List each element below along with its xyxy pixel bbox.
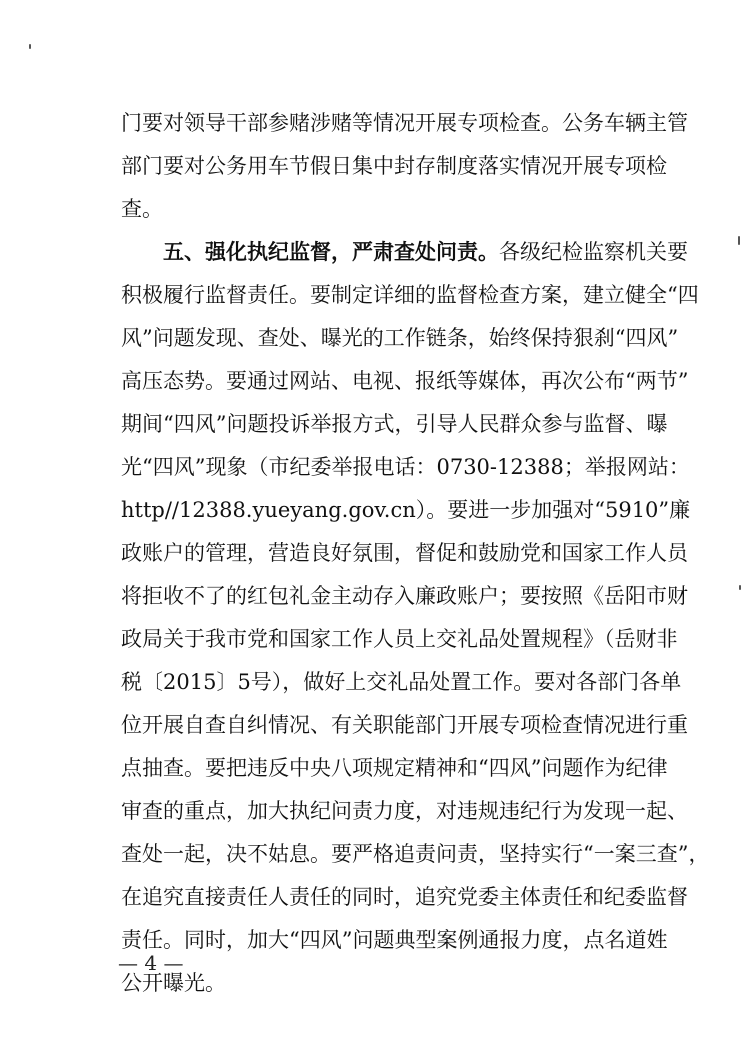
paragraph-line: 点抽查。要把违反中央八项规定精神和“四风”问题作为纪律: [121, 756, 668, 780]
paragraph-text: 各级纪检监察机关要: [499, 240, 688, 264]
paragraph-line: 税〔2015〕5号），做好上交礼品处置工作。要对各部门各单: [121, 670, 682, 694]
paragraph-line: 风”问题发现、查处、曝光的工作链条，始终保持狠刹“四风”: [121, 326, 679, 350]
section-heading: 五、强化执纪监督，严肃查处问责。: [163, 240, 499, 264]
paragraph-line: 查处一起，决不姑息。要严格追责问责，坚持实行“一案三查”，: [121, 842, 710, 866]
paragraph-line: 高压态势。要通过网站、电视、报纸等媒体，再次公布“两节”: [121, 369, 689, 393]
paragraph-line: 在追究直接责任人责任的同时，追究党委主体责任和纪委监督: [121, 885, 688, 909]
scan-speck: [738, 236, 740, 245]
paragraph-line: 查。: [121, 197, 163, 221]
section-heading-line: [163, 235, 688, 269]
paragraph-line: 政局关于我市党和国家工作人员上交礼品处置规程》（岳财非: [121, 627, 678, 651]
paragraph-line: 积极履行监督责任。要制定详细的监督检查方案，建立健全“四: [121, 283, 699, 307]
paragraph-line: 光“四风”现象（市纪委举报电话：0730-12388；举报网站：: [121, 455, 690, 479]
paragraph-line: 政账户的管理，营造良好氛围，督促和鼓励党和国家工作人员: [121, 541, 688, 565]
page-number: — 4 —: [118, 951, 184, 975]
scan-speck: [29, 44, 31, 49]
paragraph-line: http//12388.yueyang.gov.cn）。要进一步加强对“5910”廉: [121, 498, 691, 522]
paragraph-line: 门要对领导干部参赌涉赌等情况开展专项检查。公务车辆主管: [121, 111, 688, 135]
paragraph-line: 将拒收不了的红包礼金主动存入廉政账户；要按照《岳阳市财: [121, 584, 688, 608]
paragraph-line: 审查的重点，加大执纪问责力度，对违规违纪行为发现一起、: [121, 799, 688, 823]
scan-speck: [739, 585, 741, 590]
paragraph-line: 部门要对公务用车节假日集中封存制度落实情况开展专项检: [121, 154, 667, 178]
paragraph-line: 责任。同时，加大“四风”问题典型案例通报力度，点名道姓: [121, 928, 668, 952]
paragraph-line: 公开曝光。: [121, 971, 226, 995]
paragraph-line: 期间“四风”问题投诉举报方式，引导人民群众参与监督、曝: [121, 412, 668, 436]
paragraph-line: 位开展自查自纠情况、有关职能部门开展专项检查情况进行重: [121, 713, 688, 737]
